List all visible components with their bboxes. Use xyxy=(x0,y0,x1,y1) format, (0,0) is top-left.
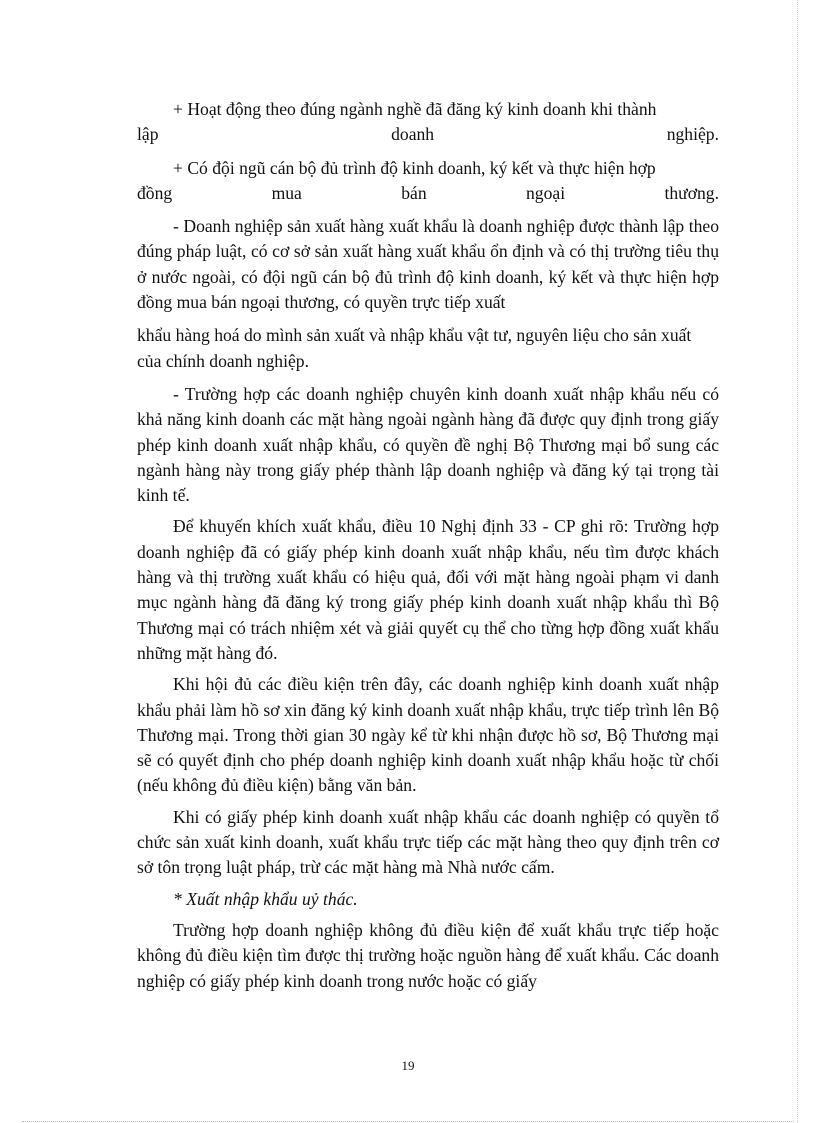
footer-rule xyxy=(22,1121,794,1122)
section-heading-entrusted: * Xuất nhập khẩu uỷ thác. xyxy=(173,888,358,909)
paragraph-decree-33: Để khuyến khích xuất khẩu, điều 10 Nghị định 33 - CP ghi rõ: Trường hợp doanh nghiệp đã có giấy phép kinh doanh xuất nhập khẩu, nếu tìm được khách hàng và thị trường xuất khẩu có hiệu quả, đối với mặt hàng ngoài phạm vi danh mục ngành hàng đã đăng ký trong giấy phép kinh doanh xuất nhập khẩu thì Bộ Thương mại có trách nhiệm xét và giải quyết cụ thể cho từng hợp đồng xuất khẩu những mặt hàng đó. xyxy=(137,516,719,663)
paragraph-export-producer: - Doanh nghiệp sản xuất hàng xuất khẩu là doanh nghiệp được thành lập theo đúng pháp luật, có cơ sở sản xuất hàng xuất khẩu ổn định và có thị trường tiêu thụ ở nước ngoài, có đội ngũ cán bộ đủ trình độ kinh doanh, ký kết và thực hiện hợp đồng mua bán ngoại thương, có quyền trực tiếp xuất xyxy=(137,216,719,313)
paragraph-bullet-2-line-2: đồng mua bán ngoại thương. xyxy=(137,182,719,203)
body-text xyxy=(137,97,719,994)
page-number: 19 xyxy=(401,1058,415,1073)
paragraph-bullet-2-line-1: + Có đội ngũ cán bộ đủ trình độ kinh doanh, ký kết và thực hiện hợp xyxy=(173,157,656,178)
paragraph-export-producer-cont: khẩu hàng hoá do mình sản xuất và nhập khẩu vật tư, nguyên liệu cho sản xuất của chính doanh nghiệp. xyxy=(137,325,692,371)
page-edge-rule xyxy=(797,0,798,1123)
paragraph-specialized-trade: - Trường hợp các doanh nghiệp chuyên kinh doanh xuất nhập khẩu nếu có khả năng kinh doanh các mặt hàng ngoài ngành hàng đã được quy định trong giấy phép kinh doanh xuất nhập khẩu, có quyền đề nghị Bộ Thương mại bổ sung các ngành hàng này trong giấy phép thành lập doanh nghiệp và đăng ký tại trọng tài kinh tế. xyxy=(137,383,719,506)
paragraph-bullet-1-line-2: lập doanh nghiệp. xyxy=(137,124,719,145)
paragraph-registration: Khi hội đủ các điều kiện trên đây, các doanh nghiệp kinh doanh xuất nhập khẩu phải làm hồ sơ xin đăng ký kinh doanh xuất nhập khẩu, trực tiếp trình lên Bộ Thương mại. Trong thời gian 30 ngày kể từ khi nhận được hồ sơ, Bộ Thương mại sẽ có quyết định cho phép doanh nghiệp kinh doanh xuất nhập khẩu hoặc từ chối (nếu không đủ điều kiện) bằng văn bản. xyxy=(137,674,719,796)
paragraph-entrusted: Trường hợp doanh nghiệp không đủ điều kiện để xuất khẩu trực tiếp hoặc không đủ điều kiện tìm được thị trường hoặc nguồn hàng để xuất khẩu. Các doanh nghiệp có giấy phép kinh doanh trong nước hoặc có giấy xyxy=(137,919,719,991)
paragraph-bullet-1-line-1: + Hoạt động theo đúng ngành nghề đã đăng ký kinh doanh khi thành xyxy=(173,99,657,119)
paragraph-license-rights: Khi có giấy phép kinh doanh xuất nhập khẩu các doanh nghiệp có quyền tổ chức sản xuất kinh doanh, xuất khẩu trực tiếp các mặt hàng theo quy định trên cơ sở tôn trọng luật pháp, trừ các mặt hàng mà Nhà nước cấm. xyxy=(137,806,719,878)
